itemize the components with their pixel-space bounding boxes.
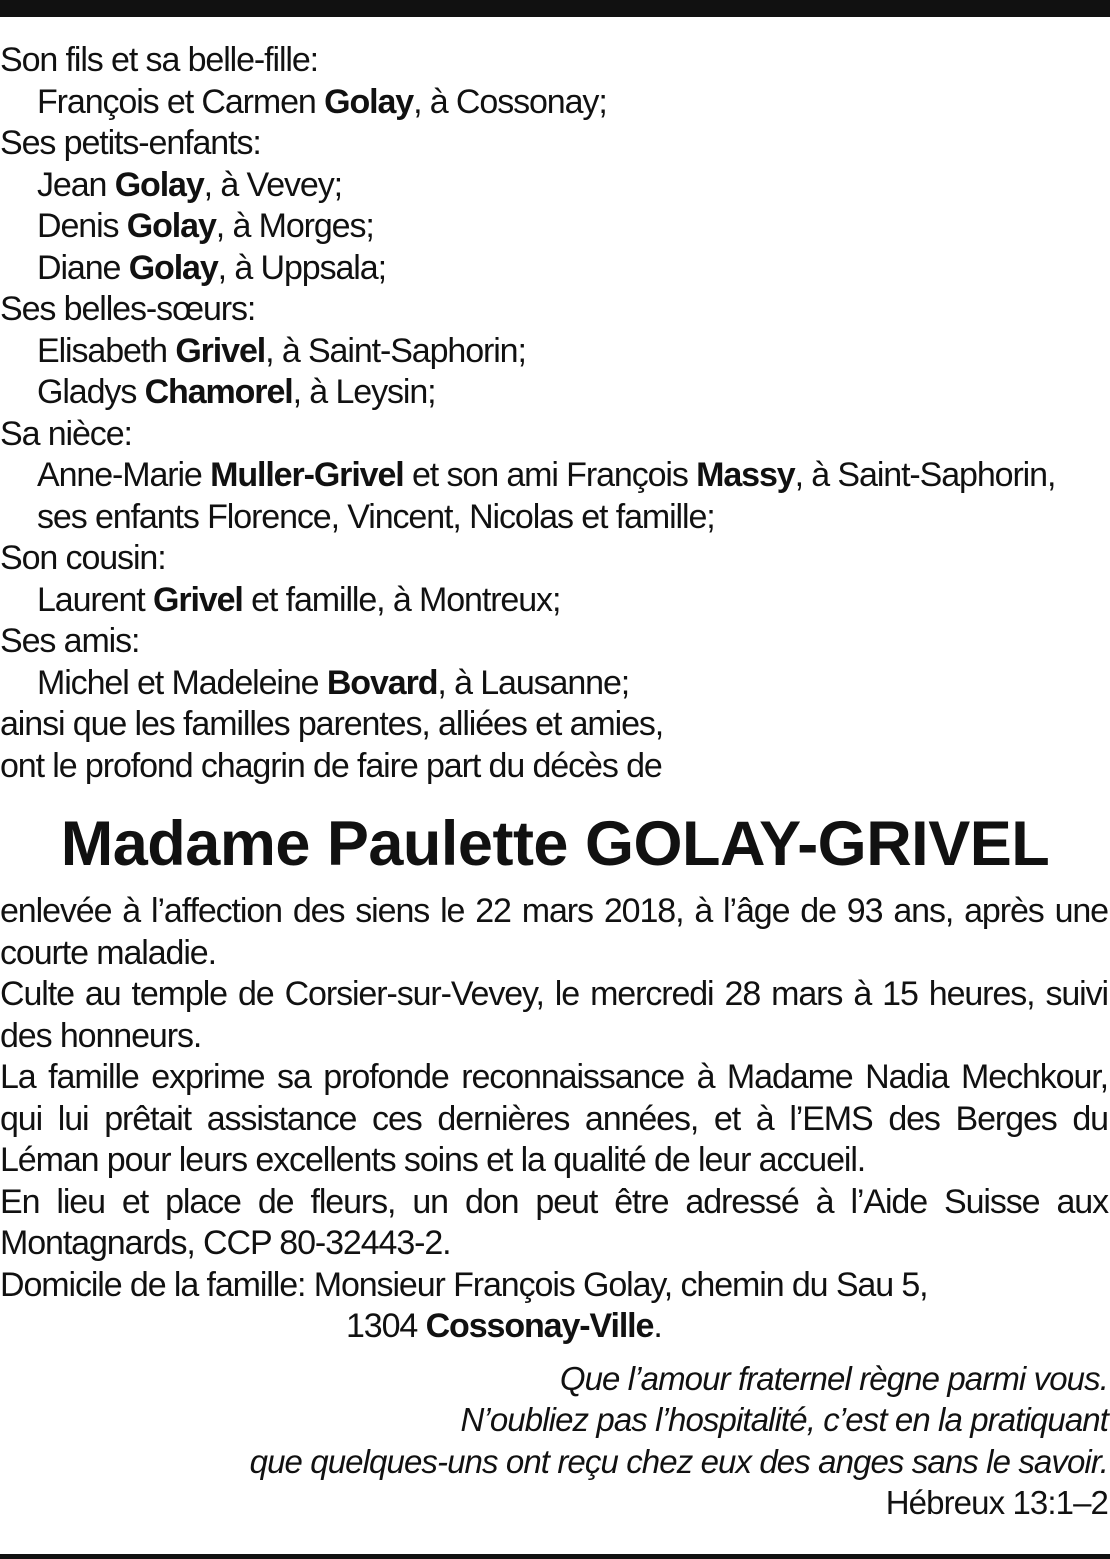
family-surname: Golay: [324, 82, 414, 121]
address-line: Domicile de la famille: Monsieur François Golay, chemin du Sau 5,: [0, 1265, 928, 1304]
family-surname: Chamorel: [144, 373, 293, 411]
relation-label: Ses petits-enfants:: [0, 124, 261, 162]
family-address: [0, 1265, 1110, 1348]
paragraph-service: Culte au temple de Corsier-sur-Vevey, le mercredi 28 mars à 15 heures, suivi des honneurs.: [0, 975, 1108, 1055]
deceased-name: Madame Paulette GOLAY-GRIVEL: [60, 809, 1050, 879]
relation-label: Sa nièce:: [0, 414, 132, 453]
relation-label: Ses belles-sœurs:: [0, 290, 256, 328]
family-member: Jean Golay, à Vevey;: [37, 165, 342, 204]
family-member: Denis Golay, à Morges;: [37, 207, 374, 245]
family-member: Anne-Marie Muller-Grivel et son ami François Massy, à Saint-Saphorin,: [37, 456, 1056, 494]
closing-line: ont le profond chagrin de faire part du décès de: [0, 746, 662, 785]
paragraph-donation: En lieu et place de fleurs, un don peut être adressé à l’Aide Suisse aux Montagnards, CCP 80-32443-2.: [0, 1182, 1108, 1262]
family-surname: Golay: [126, 207, 216, 245]
verse-line: N’oubliez pas l’hospitalité, c’est en la pratiquant: [460, 1401, 1108, 1438]
family-member: Elisabeth Grivel, à Saint-Saphorin;: [37, 331, 526, 370]
address-city-line: 1304 Cossonay-Ville.: [346, 1307, 662, 1345]
address-city: Cossonay-Ville: [425, 1307, 654, 1345]
verse-reference: Hébreux 13:1–2: [885, 1484, 1108, 1521]
family-member: Diane Golay, à Uppsala;: [37, 248, 386, 287]
obituary-notice: [0, 40, 1110, 1524]
family-member: ses enfants Florence, Vincent, Nicolas et famille;: [37, 497, 715, 536]
top-rule: [0, 0, 1110, 17]
family-surname: Golay: [114, 165, 204, 204]
family-surname: Muller-Grivel: [210, 456, 404, 494]
relation-label: Son cousin:: [0, 539, 166, 577]
closing-line: ainsi que les familles parentes, alliées et amies,: [0, 705, 664, 743]
verse-line: Que l’amour fraternel règne parmi vous.: [559, 1359, 1108, 1397]
family-surname: Grivel: [152, 580, 243, 619]
bible-verse: [0, 1358, 1108, 1524]
verse-line: que quelques-uns ont reçu chez eux des anges sans le savoir.: [249, 1442, 1108, 1480]
family-member: Laurent Grivel et famille, à Montreux;: [37, 580, 561, 619]
family-surname: Bovard: [326, 663, 438, 702]
paragraph-thanks: La famille exprime sa profonde reconnaissance à Madame Nadia Mechkour, qui lui prêtait assistance ces dernières années, et à l’EMS des Berges du Léman pour leurs excellents soins et la qualité de leur accueil.: [0, 1058, 1108, 1179]
family-member: Gladys Chamorel, à Leysin;: [37, 373, 436, 411]
relation-label: Son fils et sa belle-fille:: [0, 41, 319, 79]
family-surname: Grivel: [175, 331, 266, 370]
family-section: [0, 40, 1110, 704]
paragraph-death: enlevée à l’affection des siens le 22 mars 2018, à l’âge de 93 ans, après une courte maladie.: [0, 892, 1108, 972]
bottom-rule: [0, 1554, 1110, 1559]
family-member: François et Carmen Golay, à Cossonay;: [37, 82, 607, 121]
family-surname: Massy: [696, 456, 795, 494]
family-member: Michel et Madeleine Bovard, à Lausanne;: [37, 663, 630, 702]
family-surname: Golay: [128, 248, 218, 287]
relation-label: Ses amis:: [0, 622, 140, 660]
